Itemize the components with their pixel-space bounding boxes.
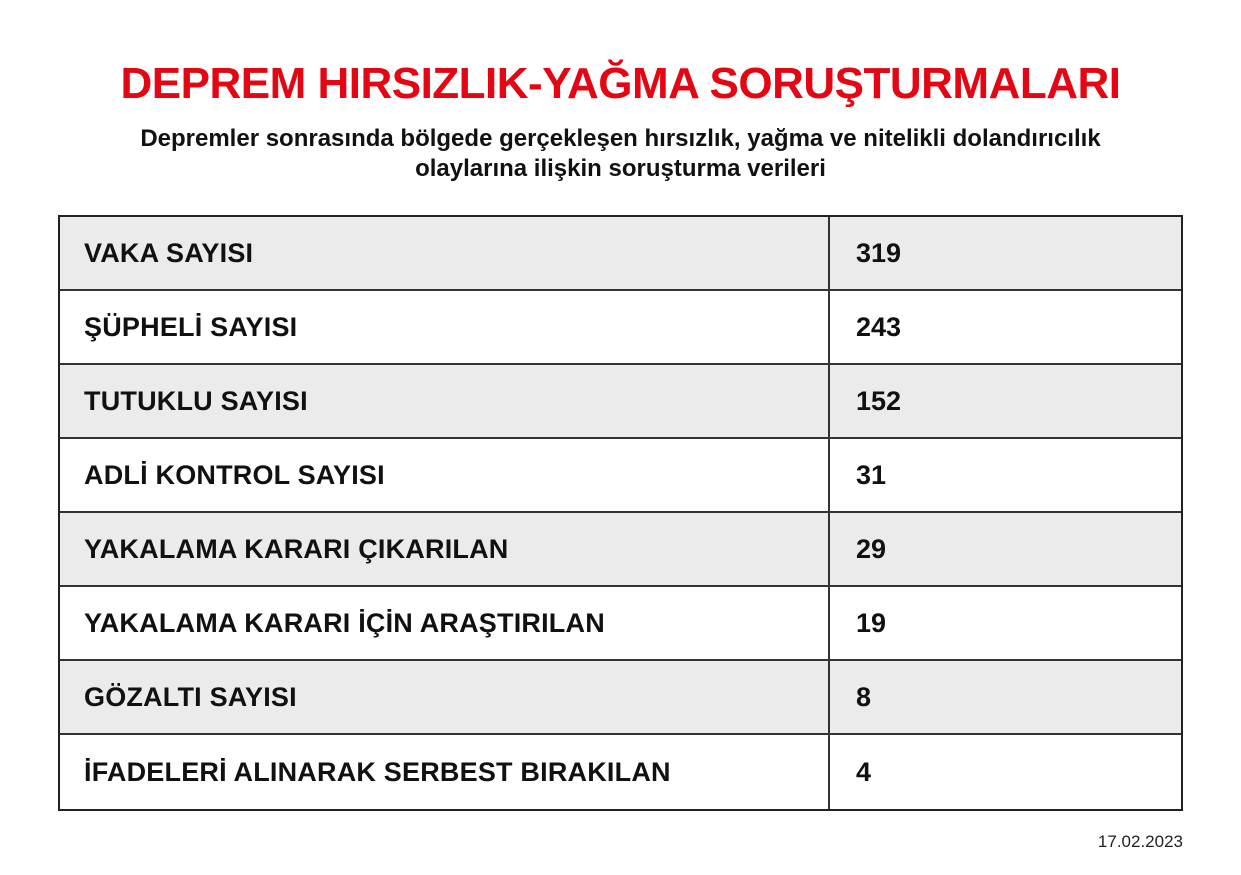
publish-date: 17.02.2023: [1097, 832, 1183, 851]
row-value: 31: [856, 459, 887, 490]
table-row: [60, 217, 1181, 291]
table-row: [60, 587, 1181, 661]
table-row: [60, 291, 1181, 365]
row-label: TUTUKLU SAYISI: [60, 365, 830, 437]
row-label: YAKALAMA KARARI ÇIKARILAN: [60, 513, 830, 585]
subtitle-line-1: Depremler sonrasında bölgede gerçekleşen hırsızlık, yağma ve nitelikli dolandırıcılık: [140, 125, 1101, 152]
table-row: [60, 439, 1181, 513]
row-label: VAKA SAYISI: [60, 217, 830, 289]
investigation-data-table: [58, 215, 1183, 811]
table-row: [60, 365, 1181, 439]
row-label: İFADELERİ ALINARAK SERBEST BIRAKILAN: [60, 735, 830, 809]
table-row: [60, 513, 1181, 587]
row-value: 4: [856, 756, 872, 787]
page-title: DEPREM HIRSIZLIK-YAĞMA SORUŞTURMALARI: [120, 59, 1121, 108]
row-value: 319: [856, 237, 902, 268]
table-row: [60, 661, 1181, 735]
row-label: ŞÜPHELİ SAYISI: [60, 291, 830, 363]
table-row: [60, 735, 1181, 809]
row-label: GÖZALTI SAYISI: [60, 661, 830, 733]
subtitle-line-2: olaylarına ilişkin soruşturma verileri: [415, 155, 826, 182]
page-subtitle: [60, 124, 1181, 184]
row-value: 29: [856, 533, 887, 564]
row-value: 152: [856, 385, 902, 416]
row-value: 19: [856, 607, 887, 638]
row-label: ADLİ KONTROL SAYISI: [60, 439, 830, 511]
row-value: 243: [856, 311, 902, 342]
row-label: YAKALAMA KARARI İÇİN ARAŞTIRILAN: [60, 587, 830, 659]
row-value: 8: [856, 681, 872, 712]
